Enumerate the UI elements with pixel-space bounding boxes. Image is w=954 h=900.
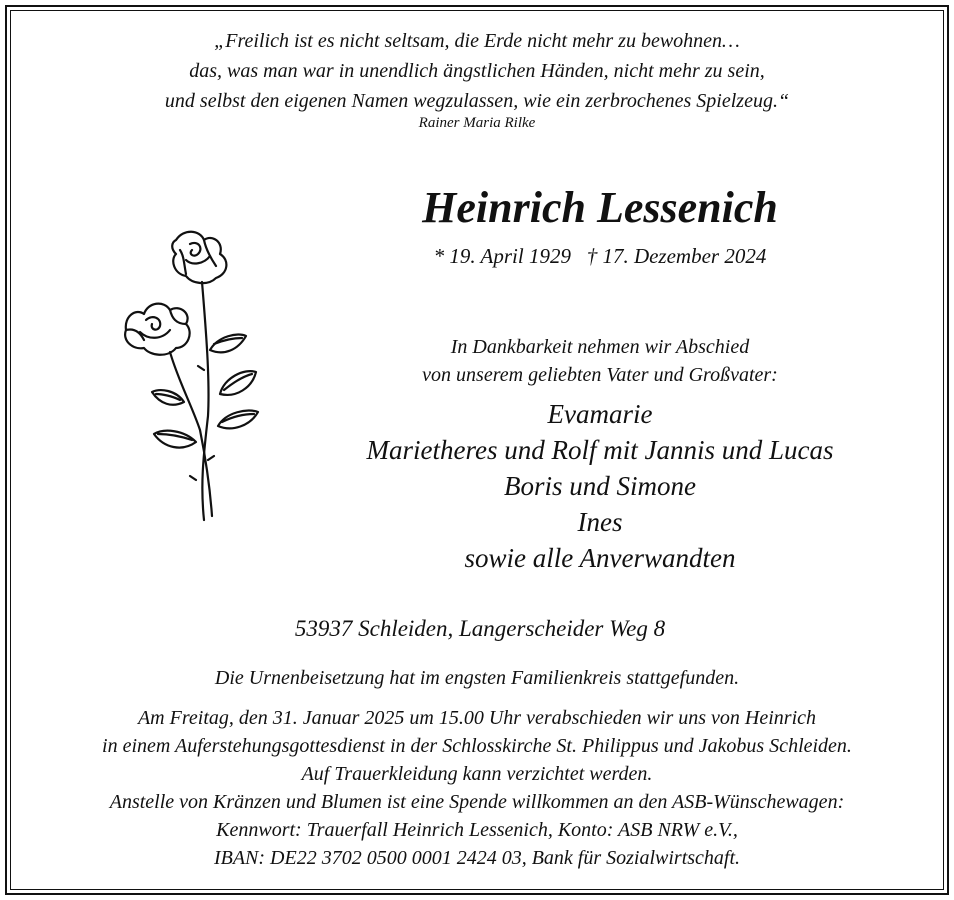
note-line: in einem Auferstehungsgottesdienst in der Schlosskirche St. Philippus und Jakobus Schleiden.: [102, 735, 852, 757]
farewell-line: In Dankbarkeit nehmen wir Abschied: [450, 336, 750, 358]
note-line: Anstelle von Kränzen und Blumen ist eine Spende willkommen an den ASB-Wünschewagen:: [109, 791, 845, 813]
farewell-text: [300, 333, 900, 389]
note-line: IBAN: DE22 3702 0500 0001 2424 03, Bank für Sozialwirtschaft.: [213, 847, 741, 869]
farewell-line: von unserem geliebten Vater und Großvater:: [422, 364, 778, 386]
family-member: Evamarie: [547, 399, 653, 429]
family-list: [300, 396, 900, 576]
quote-author: Rainer Maria Rilke: [418, 115, 536, 131]
quote-line: und selbst den eigenen Namen wegzulassen, wie ein zerbrochenes Spielzeug.“: [164, 90, 790, 112]
note-line: Kennwort: Trauerfall Heinrich Lessenich, Konto: ASB NRW e.V.,: [216, 819, 738, 841]
quote-line: „Freilich ist es nicht seltsam, die Erde nicht mehr zu bewohnen…: [214, 30, 740, 52]
family-member: Boris und Simone: [504, 471, 696, 501]
family-address: 53937 Schleiden, Langerscheider Weg 8: [294, 616, 666, 641]
life-dates: * 19. April 1929 † 17. Dezember 2024: [433, 244, 767, 268]
note-line: Am Freitag, den 31. Januar 2025 um 15.00 Uhr verabschieden wir uns von Heinrich: [137, 707, 817, 729]
quote-line: das, was man war in unendlich ängstlichen Händen, nicht mehr zu sein,: [189, 60, 765, 82]
family-member: Marietheres und Rolf mit Jannis und Lucas: [366, 435, 834, 465]
deceased-name: Heinrich Lessenich: [422, 183, 778, 232]
family-member: Ines: [577, 507, 623, 537]
note-line: Auf Trauerkleidung kann verzichtet werden.: [301, 763, 653, 785]
rilke-quote: [20, 26, 934, 116]
family-member: sowie alle Anverwandten: [464, 543, 736, 573]
rose-drawing-icon: [100, 220, 280, 530]
service-notes: [20, 704, 934, 872]
burial-note: Die Urnenbeisetzung hat im engsten Familienkreis stattgefunden.: [214, 667, 740, 689]
